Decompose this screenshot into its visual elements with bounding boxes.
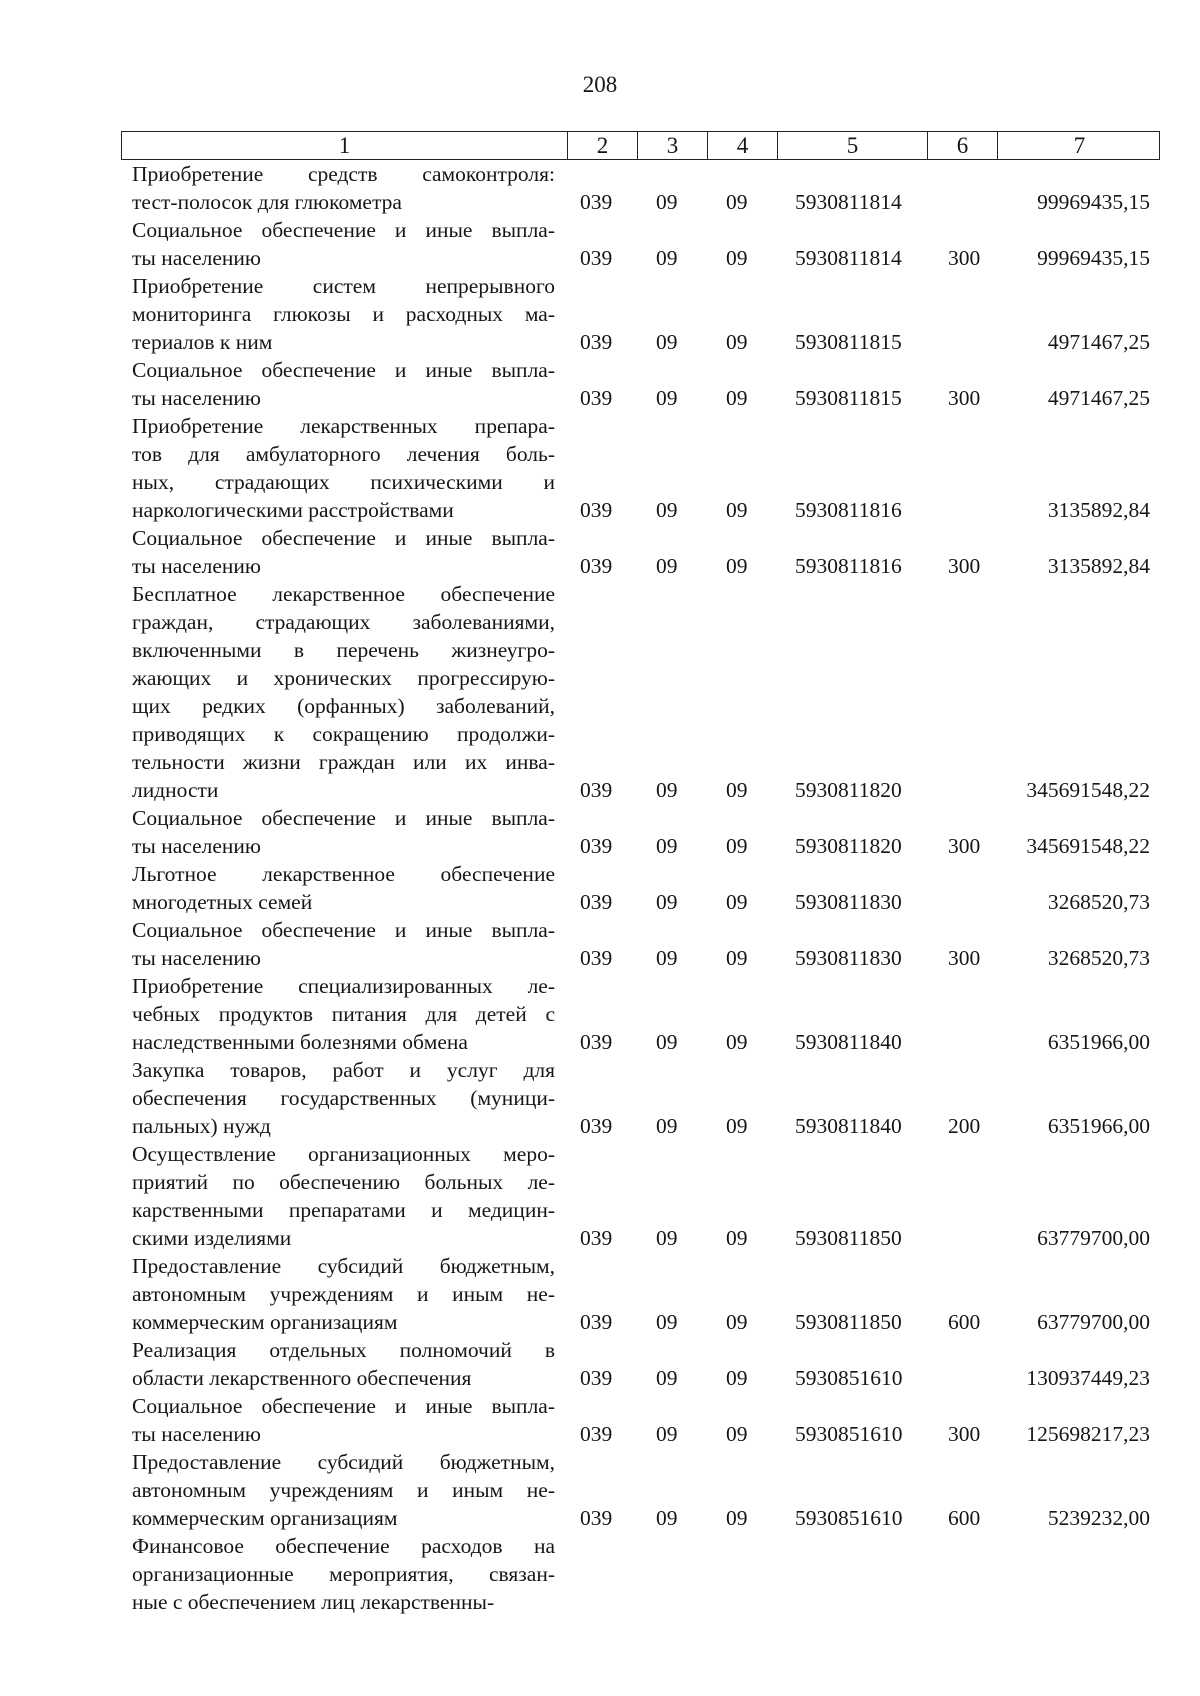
- description-line: тельности жизни граждан или их инва-: [132, 750, 555, 774]
- row-description: [132, 916, 555, 972]
- cell-c5: 5930811840: [795, 1114, 902, 1138]
- description-line: жающих и хронических прогрессирую-: [132, 666, 555, 690]
- table-row: [0, 272, 1200, 356]
- cell-c2: 039: [580, 1226, 613, 1250]
- description-line: пальных) нужд: [132, 1114, 271, 1138]
- cell-c5: 5930811850: [795, 1310, 902, 1334]
- cell-c7: 6351966,00: [1047, 1114, 1150, 1138]
- cell-c7: [1000, 1588, 1150, 1616]
- cell-c2: 039: [580, 1114, 613, 1138]
- cell-c7: 125698217,23: [1026, 1422, 1150, 1446]
- table-row: [0, 860, 1200, 916]
- cell-c7: 345691548,22: [1026, 778, 1150, 802]
- row-description: [132, 1252, 555, 1336]
- description-line: Реализация отдельных полномочий в: [132, 1338, 555, 1362]
- cell-c4: 09: [726, 890, 748, 914]
- table-row: [0, 580, 1200, 804]
- header-col-1: 1: [338, 133, 351, 158]
- cell-c3: 09: [656, 1310, 678, 1334]
- row-description: [132, 524, 555, 580]
- description-line: многодетных семей: [132, 890, 313, 914]
- cell-c7: 345691548,22: [1026, 834, 1150, 858]
- description-line: наркологическими расстройствами: [132, 498, 454, 522]
- header-col-6: 6: [927, 132, 997, 159]
- cell-c2: 039: [580, 1422, 613, 1446]
- cell-c6: [948, 1588, 998, 1616]
- description-line: мониторинга глюкозы и расходных ма-: [132, 302, 555, 326]
- cell-c5: 5930811830: [795, 946, 902, 970]
- cell-c3: 09: [656, 1030, 678, 1054]
- cell-c2: 039: [580, 386, 613, 410]
- cell-c6: [948, 328, 998, 356]
- cell-c4: 09: [726, 1366, 748, 1390]
- table-header: [121, 131, 1160, 160]
- cell-c3: 09: [656, 330, 678, 354]
- cell-c7: 3135892,84: [1047, 554, 1150, 578]
- description-line: Социальное обеспечение и иные выпла-: [132, 358, 555, 382]
- cell-c3: 09: [656, 1226, 678, 1250]
- description-line: Предоставление субсидий бюджетным,: [132, 1254, 555, 1278]
- cell-c6: 300: [948, 386, 981, 410]
- row-description: [132, 160, 555, 216]
- cell-c4: 09: [726, 1114, 748, 1138]
- description-line: щих редких (орфанных) заболеваний,: [132, 694, 555, 718]
- cell-c6: 300: [948, 1422, 981, 1446]
- row-description: [132, 1532, 555, 1616]
- cell-c6: 300: [948, 834, 981, 858]
- cell-c5: 5930851610: [795, 1506, 903, 1530]
- table-row: [0, 524, 1200, 580]
- cell-c6: 600: [948, 1310, 981, 1334]
- cell-c5: 5930851610: [795, 1422, 903, 1446]
- table-row: [0, 1392, 1200, 1448]
- description-line: ты населению: [132, 386, 261, 410]
- cell-c4: 09: [726, 1422, 748, 1446]
- cell-c5: 5930811814: [795, 190, 902, 214]
- description-line: ты населению: [132, 1422, 261, 1446]
- table-row: [0, 916, 1200, 972]
- cell-c2: 039: [580, 330, 613, 354]
- cell-c2: 039: [580, 834, 613, 858]
- cell-c5: [795, 1588, 925, 1616]
- cell-c2: 039: [580, 1310, 613, 1334]
- cell-c2: 039: [580, 1030, 613, 1054]
- cell-c5: 5930811840: [795, 1030, 902, 1054]
- cell-c5: 5930811850: [795, 1226, 902, 1250]
- cell-c5: 5930811820: [795, 778, 902, 802]
- description-line: тест-полосок для глюкометра: [132, 190, 402, 214]
- row-description: [132, 1056, 555, 1140]
- cell-c5: 5930851610: [795, 1366, 903, 1390]
- cell-c7: 3268520,73: [1047, 946, 1150, 970]
- cell-c4: 09: [726, 1226, 748, 1250]
- description-line: Социальное обеспечение и иные выпла-: [132, 526, 555, 550]
- description-line: Осуществление организационных меро-: [132, 1142, 555, 1166]
- cell-c6: [948, 1028, 998, 1056]
- cell-c5: 5930811815: [795, 330, 902, 354]
- cell-c5: 5930811816: [795, 498, 902, 522]
- cell-c4: 09: [726, 498, 748, 522]
- page-number: 208: [582, 72, 618, 97]
- description-line: ты населению: [132, 554, 261, 578]
- description-line: Социальное обеспечение и иные выпла-: [132, 918, 555, 942]
- cell-c6: 300: [948, 246, 981, 270]
- header-col-5: 5: [777, 132, 927, 159]
- table-row: [0, 1140, 1200, 1252]
- description-line: ты населению: [132, 946, 261, 970]
- cell-c4: 09: [726, 1030, 748, 1054]
- description-line: Приобретение специализированных ле-: [132, 974, 555, 998]
- cell-c4: 09: [726, 1506, 748, 1530]
- cell-c4: 09: [726, 946, 748, 970]
- cell-c3: 09: [656, 554, 678, 578]
- cell-c3: 09: [656, 386, 678, 410]
- table-row: [0, 1252, 1200, 1336]
- cell-c2: [580, 1588, 630, 1616]
- row-description: [132, 580, 555, 804]
- cell-c2: 039: [580, 1506, 613, 1530]
- cell-c4: 09: [726, 386, 748, 410]
- table-row: [0, 804, 1200, 860]
- description-line: Социальное обеспечение и иные выпла-: [132, 1394, 555, 1418]
- cell-c2: 039: [580, 1366, 613, 1390]
- cell-c6: [948, 188, 998, 216]
- description-line: лидности: [132, 778, 219, 802]
- cell-c2: 039: [580, 246, 613, 270]
- description-line: автономным учреждениям и иным не-: [132, 1282, 555, 1306]
- row-description: [132, 412, 555, 524]
- row-description: [132, 972, 555, 1056]
- cell-c3: 09: [656, 778, 678, 802]
- cell-c6: 300: [948, 946, 981, 970]
- description-line: териалов к ним: [132, 330, 273, 354]
- cell-c5: 5930811830: [795, 890, 902, 914]
- row-description: [132, 1140, 555, 1252]
- header-col-3: 3: [637, 132, 707, 159]
- cell-c6: [948, 1224, 998, 1252]
- description-line: наследственными болезнями обмена: [132, 1030, 468, 1054]
- description-line: скими изделиями: [132, 1226, 292, 1250]
- row-description: [132, 356, 555, 412]
- description-line: Приобретение лекарственных препара-: [132, 414, 555, 438]
- cell-c7: 3268520,73: [1047, 890, 1150, 914]
- cell-c3: 09: [656, 498, 678, 522]
- cell-c4: 09: [726, 190, 748, 214]
- description-line: организационные мероприятия, связан-: [132, 1562, 555, 1586]
- cell-c6: [948, 888, 998, 916]
- cell-c7: 5239232,00: [1047, 1506, 1150, 1530]
- table-row: [0, 1336, 1200, 1392]
- cell-c3: 09: [656, 890, 678, 914]
- table-row: [0, 1532, 1200, 1616]
- cell-c2: 039: [580, 946, 613, 970]
- table-row: [0, 216, 1200, 272]
- table-row: [0, 972, 1200, 1056]
- cell-c2: 039: [580, 190, 613, 214]
- description-line: Закупка товаров, работ и услуг для: [132, 1058, 555, 1082]
- cell-c7: 6351966,00: [1047, 1030, 1150, 1054]
- description-line: чебных продуктов питания для детей с: [132, 1002, 555, 1026]
- description-line: обеспечения государственных (муници-: [132, 1086, 555, 1110]
- row-description: [132, 272, 555, 356]
- cell-c2: 039: [580, 778, 613, 802]
- cell-c4: 09: [726, 554, 748, 578]
- cell-c3: 09: [656, 946, 678, 970]
- header-col-7: 7: [997, 132, 1161, 159]
- description-line: включенными в перечень жизнеугро-: [132, 638, 555, 662]
- cell-c6: 300: [948, 554, 981, 578]
- cell-c7: 99969435,15: [1037, 190, 1150, 214]
- cell-c4: 09: [726, 330, 748, 354]
- cell-c3: 09: [656, 1114, 678, 1138]
- row-description: [132, 860, 555, 916]
- cell-c3: 09: [656, 1422, 678, 1446]
- description-line: приводящих к сокращению продолжи-: [132, 722, 555, 746]
- cell-c3: 09: [656, 246, 678, 270]
- description-line: приятий по обеспечению больных ле-: [132, 1170, 555, 1194]
- description-line: Финансовое обеспечение расходов на: [132, 1534, 555, 1558]
- description-line: коммерческим организациям: [132, 1506, 398, 1530]
- description-line: автономным учреждениям и иным не-: [132, 1478, 555, 1502]
- description-line: Социальное обеспечение и иные выпла-: [132, 806, 555, 830]
- header-col-2: 2: [567, 132, 637, 159]
- description-line: карственными препаратами и медицин-: [132, 1198, 555, 1222]
- cell-c7: 130937449,23: [1026, 1366, 1150, 1390]
- description-line: Приобретение систем непрерывного: [132, 274, 555, 298]
- cell-c3: [656, 1588, 696, 1616]
- table-row: [0, 356, 1200, 412]
- row-description: [132, 216, 555, 272]
- cell-c7: 63779700,00: [1037, 1310, 1150, 1334]
- description-line: Предоставление субсидий бюджетным,: [132, 1450, 555, 1474]
- cell-c5: 5930811820: [795, 834, 902, 858]
- cell-c3: 09: [656, 1506, 678, 1530]
- cell-c4: 09: [726, 1310, 748, 1334]
- description-line: ты населению: [132, 834, 261, 858]
- description-line: Льготное лекарственное обеспечение: [132, 862, 555, 886]
- table-body: [0, 160, 1200, 1616]
- cell-c6: 600: [948, 1506, 981, 1530]
- cell-c2: 039: [580, 498, 613, 522]
- cell-c4: 09: [726, 834, 748, 858]
- description-line: Бесплатное лекарственное обеспечение: [132, 582, 555, 606]
- row-description: [132, 1392, 555, 1448]
- cell-c4: 09: [726, 246, 748, 270]
- table-row: [0, 1448, 1200, 1532]
- cell-c5: 5930811816: [795, 554, 902, 578]
- cell-c3: 09: [656, 834, 678, 858]
- table-row: [0, 160, 1200, 216]
- description-line: ных, страдающих психическими и: [132, 470, 555, 494]
- cell-c2: 039: [580, 890, 613, 914]
- cell-c5: 5930811814: [795, 246, 902, 270]
- cell-c7: 3135892,84: [1047, 498, 1150, 522]
- cell-c7: 63779700,00: [1037, 1226, 1150, 1250]
- cell-c7: 99969435,15: [1037, 246, 1150, 270]
- table-row: [0, 1056, 1200, 1140]
- cell-c6: [948, 1364, 998, 1392]
- cell-c6: [948, 776, 998, 804]
- cell-c3: 09: [656, 190, 678, 214]
- description-line: Приобретение средств самоконтроля:: [132, 162, 555, 186]
- cell-c7: 4971467,25: [1047, 386, 1150, 410]
- description-line: Социальное обеспечение и иные выпла-: [132, 218, 555, 242]
- row-description: [132, 804, 555, 860]
- description-line: ные с обеспечением лиц лекарственны-: [132, 1590, 495, 1614]
- description-line: коммерческим организациям: [132, 1310, 398, 1334]
- description-line: области лекарственного обеспечения: [132, 1366, 472, 1390]
- cell-c6: [948, 496, 998, 524]
- cell-c4: 09: [726, 778, 748, 802]
- cell-c5: 5930811815: [795, 386, 902, 410]
- description-line: граждан, страдающих заболеваниями,: [132, 610, 555, 634]
- header-col-4: 4: [707, 132, 777, 159]
- cell-c6: 200: [948, 1114, 981, 1138]
- description-line: ты населению: [132, 246, 261, 270]
- cell-c3: 09: [656, 1366, 678, 1390]
- cell-c4: [726, 1588, 766, 1616]
- table-row: [0, 412, 1200, 524]
- cell-c7: 4971467,25: [1047, 330, 1150, 354]
- description-line: тов для амбулаторного лечения боль-: [132, 442, 555, 466]
- row-description: [132, 1448, 555, 1532]
- row-description: [132, 1336, 555, 1392]
- cell-c2: 039: [580, 554, 613, 578]
